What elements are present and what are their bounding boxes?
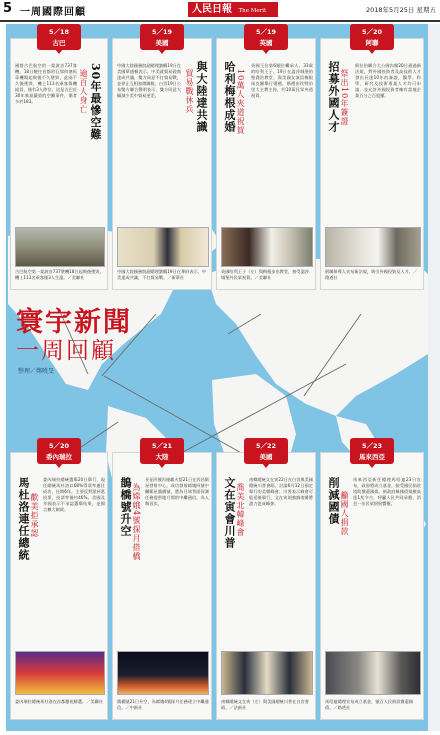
- card-subhead: 為嫦娥4號探月搭橋: [132, 483, 141, 562]
- map-pin-icon: [37, 438, 81, 464]
- map-pin-icon: [37, 24, 81, 50]
- news-card-us-korea: [216, 452, 316, 720]
- date-pin-us-trade: [140, 24, 184, 50]
- card-photo-mahathir: [325, 651, 421, 695]
- card-photo-royal-wedding: [221, 227, 313, 267]
- date-pin-cuba: [37, 24, 81, 50]
- card-body: 中國大陸國務院副總理劉鶴19日在美國華盛頓表示，中美就貿易磋商達成共識，雙方同意不打貿易戰，並停止互相加徵關稅。白宮19日公布雙方聯合聲明表示，雙方同意大幅減少美中貿易逆差。: [117, 63, 181, 98]
- paper-edition: The Merit: [238, 8, 267, 14]
- news-card-china: [112, 452, 212, 720]
- card-headline: 削減國債: [327, 477, 340, 525]
- card-caption: 古巴航空第一架波音737墜機18日起飛後墜毀，機上113名乘客僅3人生還。／美聯社: [15, 269, 104, 280]
- issue-date: 2018年5月25日 星期五: [365, 6, 436, 14]
- date-pin-venezuela: [37, 438, 81, 464]
- pin-place: 美國: [155, 39, 169, 47]
- card-subhead: 逾百人身亡: [79, 69, 88, 114]
- date-pin-malaysia: [350, 438, 394, 464]
- map-pin-icon: [350, 438, 394, 464]
- map-pin-icon: [244, 24, 288, 50]
- pin-place: 英國: [259, 39, 273, 47]
- paper-name: 人民日報: [192, 4, 232, 15]
- card-caption: 南韓總統文在寅（左）與美國總統川普在白宮會晤。／法新社: [221, 699, 309, 710]
- card-photo-plane-crash: [15, 227, 105, 267]
- card-body: 國營古巴航空的一架波音737客機，18日駛往首都哈瓦那何塞馬蒂機場起飛後不久墜毀，此兩不久後墜毀，機上113名乘客與機組員，僅有3人倖存。這是古巴近30年來最嚴重的空難事件，傷者多於183。: [15, 63, 77, 104]
- card-caption: 馬哈迪總理宣布成立基金，號召人民捐款償還國債。／路透社: [325, 699, 413, 710]
- date-pin-uk: [244, 24, 288, 50]
- card-caption: 阿聯領導人宣布新法規，吸引外國投資及人才。／路透社: [325, 269, 418, 280]
- card-body: 馬來西亞新任總理馬哈迪23日宣布，政府將成立基金，接受國民捐款協助償還國債。新政府稱國債規模高達1兆令吉，呼籲人民共同承擔，消息一出民眾紛紛響應。: [353, 477, 421, 506]
- page-number: 5: [3, 1, 13, 16]
- news-card-uae: [320, 38, 424, 290]
- map-pin-icon: [244, 438, 288, 464]
- column-margin: [428, 24, 440, 731]
- pin-date: 5／19: [255, 28, 277, 36]
- pin-place: 委內瑞拉: [46, 453, 72, 461]
- card-headline: 招募外國人才: [327, 61, 340, 133]
- map-pin-icon: [140, 438, 184, 464]
- section-title: 一周國際回顧: [20, 7, 86, 18]
- card-headline: 哈利梅根成婚: [223, 61, 236, 133]
- pin-date: 5／23: [361, 442, 383, 450]
- card-headline: 30年最慘空難: [89, 63, 102, 141]
- pin-date: 5／21: [151, 442, 173, 450]
- pin-date: 5／22: [255, 442, 277, 450]
- news-card-cuba: [10, 38, 108, 290]
- card-body: 英國王位第6順位繼承人、33歲的哈利王子，19日在溫莎城堡的聖喬治教堂，與美國女演員梅根馬克爾舉行婚禮。婚禮由坎特伯里大主教主持，約10萬民眾夾道祝賀。: [251, 63, 313, 98]
- news-card-uk: [216, 38, 316, 290]
- map-pin-icon: [140, 24, 184, 50]
- card-photo-liu-he: [117, 227, 209, 267]
- date-pin-china: [140, 438, 184, 464]
- card-body: 南韓總統文在寅22日在白宮與美國總統川普會晤，討論6月12日預定舉行的美朝峰會。川普表示峰會可能延後舉行，文在寅則強調南韓將盡力促成峰會。: [249, 477, 313, 506]
- card-subhead: 祭出10年簽證: [340, 69, 349, 127]
- date-pin-us-korea: [244, 438, 288, 464]
- card-headline: 文在寅會川普: [223, 477, 236, 549]
- pin-place: 阿聯: [365, 39, 379, 47]
- pin-place: 古巴: [52, 39, 66, 47]
- card-subhead: 喬美北韓峰會: [236, 483, 245, 537]
- card-caption: 英國哈利王子（左）與梅根步出教堂，接受溫莎城堡外民眾祝賀。／美聯社: [221, 269, 309, 280]
- pin-date: 5／20: [361, 28, 383, 36]
- news-card-us-trade: [112, 38, 212, 290]
- feature-editor: 整理／鄭曉旻: [18, 368, 55, 375]
- date-pin-uae: [350, 24, 394, 50]
- card-subhead: 歡美拒承認: [30, 493, 39, 538]
- pin-date: 5／18: [48, 28, 70, 36]
- news-card-venezuela: [10, 452, 108, 720]
- card-photo-maduro: [15, 651, 105, 695]
- card-body: 委內瑞拉總統選舉20日舉行，現任總統馬杜洛以68%得票率連任成功，任期6年。主要反對派杯葛投票，投票率僅約46%。美國及多國表示不承認選舉結果，並揚言擴大制裁。: [43, 477, 105, 512]
- pin-date: 5／20: [48, 442, 70, 450]
- feature-title: 寰宇新聞: [16, 307, 132, 338]
- card-caption: 委內瑞拉總統馬杜洛在首都慶祝勝選。／美聯社: [15, 699, 103, 704]
- feature-subtitle: 一周回顧: [16, 338, 116, 364]
- card-body: 長征四號丙運載火箭21日在西昌衛星發射中心，成功發射嫦娥四號中繼衛星鵲橋號，將為月球背面探測任務提供地月間的中繼通信，為人類首次。: [145, 477, 209, 506]
- card-subhead: 籲國人捐款: [340, 491, 349, 536]
- pin-place: 馬來西亞: [359, 453, 385, 461]
- card-caption: 鵲橋號21日升空，為嫦娥4號探月任務建立中繼通信。／中新社: [117, 699, 209, 710]
- paper-masthead: [188, 2, 278, 17]
- card-headline: 鵲橋號升空: [119, 477, 132, 537]
- pin-date: 5／19: [151, 28, 173, 36]
- card-caption: 中國大陸國務院副總理劉鶴19日在華府表示，中美達成共識，不打貿易戰。／新華社: [117, 269, 207, 280]
- card-photo-moon-trump: [221, 651, 313, 695]
- news-card-malaysia: [320, 452, 424, 720]
- card-subhead: 貿易戰休兵: [185, 69, 194, 114]
- card-headline: 馬杜洛連任總統: [17, 477, 30, 561]
- pin-place: 美國: [259, 453, 273, 461]
- pin-place: 大陸: [155, 453, 169, 461]
- card-photo-rocket-launch: [117, 651, 209, 695]
- card-subhead: 10萬人夾道祝賀: [236, 69, 245, 136]
- card-body: 阿拉伯聯合大公國內閣20日通過新法規，對外國投資者及高技術人才發出長達10年的簽證，醫學、科學、研究及技術專業人才均可申請，並允許外國投資者擁有當地企業百分之百股權。: [355, 63, 421, 98]
- map-pin-icon: [350, 24, 394, 50]
- page-header: [0, 0, 440, 22]
- card-photo-uae-leader: [325, 227, 421, 267]
- card-headline: 與大陸達共識: [195, 61, 208, 133]
